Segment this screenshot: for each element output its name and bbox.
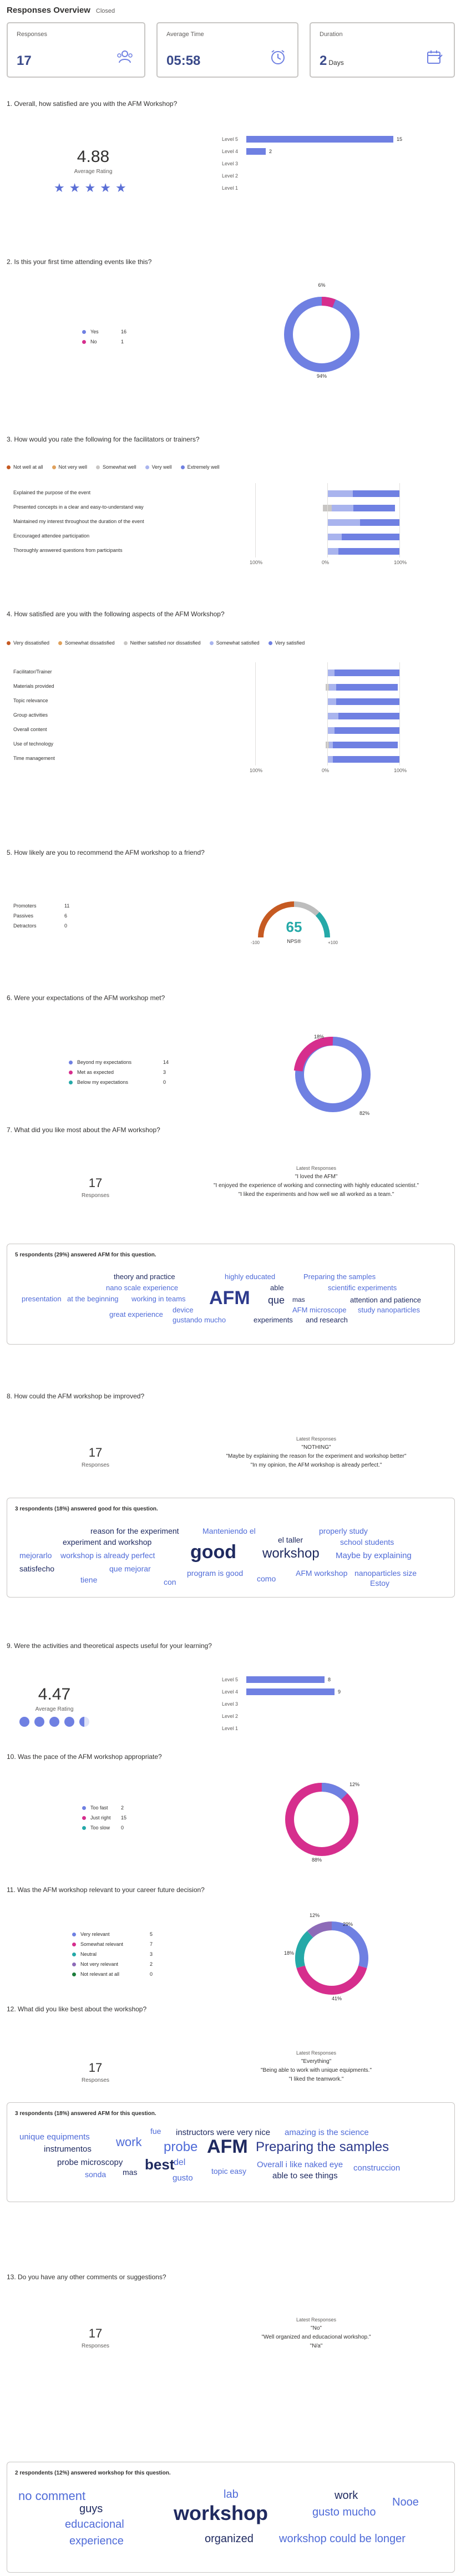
level-bar (246, 1676, 325, 1683)
word: great experience (109, 1310, 163, 1319)
duration-unit: Days (328, 59, 344, 67)
q5-legend-promoters: Promoters 11 (13, 903, 70, 909)
legend-item: Not well at all (7, 464, 43, 470)
q13-responses-label: Responses (81, 2343, 110, 2349)
word: guys (79, 2503, 103, 2515)
legend-item: Not very well (52, 464, 88, 470)
level-row (222, 1725, 250, 1732)
legend-item: Extremely well (181, 464, 220, 470)
word: satisfecho (19, 1564, 55, 1573)
question-1-title: 1. Overall, how satisfied are you with the AFM Workshop? (7, 100, 178, 108)
question-12-title: 12. What did you like best about the workshop? (7, 2005, 147, 2013)
q1-star-rating (54, 182, 126, 194)
likert-segment (327, 713, 338, 719)
level-row (222, 1701, 250, 1707)
level-row (222, 160, 250, 167)
q13-summary: 2 respondents (12%) answered workshop for this question. (15, 2470, 171, 2476)
average-time-card (156, 22, 298, 78)
word: workshop is already perfect (60, 1551, 155, 1560)
likert-segment (353, 490, 400, 497)
q10-pct-fast: 12% (349, 1782, 360, 1787)
word: able (270, 1284, 284, 1292)
q8-latest-label: Latest Responses (296, 1436, 337, 1442)
q8-latest-1: "NOTHING" (301, 1444, 331, 1451)
word: mejorarlo (19, 1551, 52, 1560)
word: at the beginning (67, 1295, 119, 1303)
q6-legend-below: Below my expectations 0 (69, 1079, 128, 1085)
star-icon: ★ (115, 181, 126, 195)
likert-segment (327, 756, 333, 763)
q6-slice-met (298, 1041, 333, 1071)
q5-legend-detractors: Detractors 0 (13, 923, 68, 929)
q7-latest-responses (183, 1164, 449, 1199)
likert-segment (327, 490, 353, 497)
q7-latest-1: "I loved the AFM" (295, 1174, 338, 1180)
q12-responses-label: Responses (81, 2077, 110, 2083)
q8-responses-label: Responses (81, 1462, 110, 1468)
level-row (222, 136, 402, 143)
level-count: 2 (269, 149, 272, 154)
word: construccion (353, 2163, 401, 2173)
word: nano scale experience (106, 1284, 179, 1292)
level-label: Level 3 (222, 161, 239, 166)
likert-segment (327, 548, 338, 555)
likert-segment (342, 534, 399, 540)
q10-legend-right: Just right 15 (82, 1815, 111, 1821)
likert-segment (333, 756, 399, 763)
legend-item: Very dissatisfied (7, 640, 49, 646)
rating-circle (34, 1717, 44, 1727)
legend-item: Somewhat well (96, 464, 136, 470)
likert-row (13, 696, 457, 708)
level-label: Level 1 (222, 185, 239, 191)
word: work (335, 2489, 358, 2502)
axis-gridline (399, 662, 400, 765)
legend-item: Somewhat dissatisfied (58, 640, 115, 646)
likert-statement: Overall content (13, 727, 47, 732)
q11-donut-slice (301, 1967, 363, 1990)
q12-latest-label: Latest Responses (296, 2050, 337, 2056)
axis-label: 0% (322, 560, 330, 565)
q13-latest-responses (183, 2315, 449, 2351)
clock-icon (269, 48, 287, 67)
question-8-title: 8. How could the AFM workshop be improved? (7, 1392, 145, 1400)
q12-word-cloud (7, 2102, 455, 2202)
word: con (164, 1578, 176, 1586)
word: gusto (173, 2173, 193, 2183)
word: AFM workshop (296, 1569, 348, 1578)
page-header (7, 6, 115, 17)
q11-pct-very-relevant: 29% (343, 1921, 353, 1927)
legend-item: Somewhat satisfied (210, 640, 260, 646)
q10-pct-right: 88% (312, 1857, 322, 1863)
level-row (222, 148, 272, 155)
q7-responses-label: Responses (81, 1193, 110, 1199)
level-label: Level 4 (222, 1689, 239, 1695)
q9-average-rating: 4.47 (38, 1685, 71, 1703)
star-icon: ★ (100, 181, 111, 195)
likert-segment (327, 698, 336, 705)
axis-label: 0% (322, 768, 330, 773)
q5-gauge-max: +100 (327, 940, 338, 945)
people-icon (115, 48, 134, 67)
responses-card-label: Responses (17, 31, 48, 38)
likert-segment (327, 727, 335, 734)
word: topic easy (211, 2167, 247, 2176)
q6-pct-beyond: 82% (359, 1110, 370, 1116)
word: reason for the experiment (90, 1527, 179, 1535)
q13-response-count: 17 (88, 2326, 103, 2340)
axis-label: 100% (394, 560, 407, 565)
q13-latest-3: "N/a" (310, 2343, 323, 2349)
q5-nps-gauge (239, 882, 349, 949)
likert-row (13, 724, 457, 737)
q8-latest-responses (183, 1434, 449, 1470)
likert-segment (335, 670, 399, 676)
level-bar (246, 1688, 335, 1695)
likert-statement: Time management (13, 755, 55, 761)
q5-nps-label: NPS® (287, 939, 301, 944)
question-11-title: 11. Was the AFM workshop relevant to your career future decision? (7, 1886, 205, 1894)
level-label: Level 1 (222, 1726, 239, 1731)
duration-value: 2 Days (320, 53, 344, 68)
likert-statement: Group activities (13, 712, 48, 718)
likert-row (13, 739, 457, 751)
axis-gridline (327, 483, 328, 557)
level-label: Level 5 (222, 1677, 239, 1682)
likert-row (13, 516, 457, 529)
word: amazing is the science (285, 2128, 369, 2137)
question-5-title: 5. How likely are you to recommend the AFM workshop to a friend? (7, 849, 205, 856)
level-label: Level 2 (222, 173, 239, 179)
q8-summary: 3 respondents (18%) answered good for this question. (15, 1506, 158, 1512)
word: good (190, 1541, 237, 1563)
q6-legend-met: Met as expected 3 (69, 1069, 114, 1075)
level-label: Level 5 (222, 136, 239, 142)
likert-row (13, 502, 457, 514)
word: experiment and workshop (63, 1538, 152, 1546)
q12-summary: 3 respondents (18%) answered AFM for this question. (15, 2111, 156, 2117)
q12-latest-1: "Everything" (301, 2058, 332, 2065)
q2-legend-no: No 1 (82, 339, 97, 344)
axis-label: 100% (394, 768, 407, 773)
word: Maybe by explaining (336, 1551, 412, 1560)
q13-latest-label: Latest Responses (296, 2317, 337, 2323)
word: lab (224, 2488, 239, 2501)
question-7-title: 7. What did you like most about the AFM workshop? (7, 1126, 160, 1134)
q3-legend (7, 464, 220, 470)
likert-statement: Explained the purpose of the event (13, 490, 91, 495)
q11-donut-slice (332, 1926, 364, 1967)
word: device (173, 1306, 194, 1314)
word: el taller (278, 1535, 303, 1544)
level-row (222, 185, 250, 191)
responses-card-value: 17 (17, 53, 32, 68)
level-bar (246, 148, 266, 155)
word: sonda (85, 2170, 107, 2179)
likert-row (13, 710, 457, 722)
q7-summary: 5 respondents (29%) answered AFM for this question. (15, 1252, 156, 1258)
axis-gridline (399, 483, 400, 557)
axis-label: 100% (250, 768, 263, 773)
rating-circle (19, 1717, 29, 1727)
star-icon: ★ (69, 181, 80, 195)
likert-segment (333, 742, 398, 748)
likert-row (13, 531, 457, 543)
q2-pct-yes: 94% (316, 373, 327, 379)
word: scientific experiments (328, 1284, 397, 1292)
level-label: Level 3 (222, 1701, 239, 1707)
word: organized (205, 2533, 254, 2545)
likert-row (13, 753, 457, 765)
q7-latest-label: Latest Responses (296, 1165, 337, 1171)
word: gusto mucho (312, 2506, 376, 2518)
word: unique equipments (19, 2132, 90, 2142)
likert-segment (329, 684, 336, 691)
level-row (222, 1688, 341, 1695)
q12-latest-2: "Being able to work with unique equipments." (261, 2067, 372, 2073)
level-bar (246, 136, 393, 143)
q13-word-cloud (7, 2462, 455, 2573)
likert-statement: Topic relevance (13, 698, 48, 703)
axis-gridline (327, 662, 328, 765)
star-icon: ★ (84, 181, 96, 195)
likert-segment (327, 519, 360, 526)
likert-segment (335, 727, 399, 734)
word: highly educated (225, 1272, 276, 1281)
q10-legend-fast: Too fast 2 (82, 1805, 108, 1811)
q9-rating-circles (19, 1716, 91, 1727)
q10-slice-fast (322, 1787, 345, 1797)
q5-gauge-min: -100 (250, 940, 260, 945)
level-label: Level 2 (222, 1713, 239, 1719)
word: workshop could be longer (279, 2533, 406, 2545)
question-6-title: 6. Were your expectations of the AFM workshop met? (7, 994, 165, 1002)
word: workshop (262, 1546, 320, 1561)
q2-pct-no: 6% (318, 282, 326, 288)
word: educacional (65, 2518, 124, 2531)
rating-circle (64, 1717, 74, 1727)
q11-legend-somewhat-relevant: Somewhat relevant 7 (72, 1941, 123, 1947)
word: study nanoparticles (358, 1306, 421, 1314)
q11-donut-slice (310, 1926, 332, 1934)
q6-donut-chart (288, 1027, 377, 1116)
q5-nps-score: 65 (286, 919, 302, 935)
word: experience (69, 2535, 124, 2547)
question-4-title: 4. How satisfied are you with the following aspects of the AFM Workshop? (7, 610, 225, 618)
likert-segment (338, 713, 400, 719)
word: school students (340, 1538, 394, 1546)
q2-slice-yes (288, 301, 355, 368)
q10-donut-chart (277, 1775, 372, 1864)
word: instructors were very nice (176, 2128, 271, 2137)
q8-word-cloud (7, 1498, 455, 1598)
q11-legend-not-relevant: Not relevant at all 0 (72, 1971, 119, 1977)
likert-segment (338, 548, 400, 555)
average-time-label: Average Time (166, 31, 204, 38)
word: attention and patience (350, 1296, 421, 1304)
question-10-title: 10. Was the pace of the AFM workshop appropriate? (7, 1753, 162, 1761)
likert-segment (327, 534, 342, 540)
average-time-value: 05:58 (166, 53, 201, 68)
word: probe microscopy (57, 2158, 123, 2167)
word: AFM (207, 2136, 248, 2157)
word: mas (123, 2168, 138, 2177)
q7-word-cloud (7, 1244, 455, 1345)
word: AFM microscope (292, 1306, 347, 1314)
question-2-title: 2. Is this your first time attending events like this? (7, 258, 152, 266)
word: theory and practice (114, 1272, 175, 1281)
q13-latest-1: "No" (311, 2325, 322, 2331)
responses-card (7, 22, 145, 78)
likert-segment (360, 519, 400, 526)
likert-row (13, 488, 457, 500)
q8-latest-3: "In my opinion, the AFM workshop is already perfect." (250, 1462, 382, 1468)
word: probe (164, 2139, 198, 2154)
q11-pct-somewhat-relevant: 41% (332, 1996, 342, 2001)
word: and research (306, 1316, 348, 1324)
word: nanoparticles size (354, 1569, 417, 1578)
q1-average-label: Average Rating (74, 169, 113, 175)
q5-gauge-passive-arc (294, 904, 317, 914)
q11-legend-neutral: Neutral 3 (72, 1951, 97, 1957)
word: working in teams (131, 1295, 186, 1303)
likert-segment (336, 684, 398, 691)
question-9-title: 9. Were the activities and theoretical aspects useful for your learning? (7, 1642, 212, 1650)
word: fue (150, 2127, 161, 2136)
likert-segment (336, 698, 399, 705)
word: able to see things (272, 2171, 338, 2181)
likert-row (13, 681, 457, 693)
form-status: Closed (95, 8, 115, 14)
q12-response-count: 17 (88, 2061, 103, 2075)
level-count: 8 (328, 1677, 331, 1682)
q2-slice-no (322, 301, 334, 303)
q11-pct-not-very-relevant: 12% (310, 1913, 320, 1918)
question-13-title: 13. Do you have any other comments or suggestions? (7, 2273, 166, 2281)
likert-row (13, 545, 457, 557)
q11-legend-not-very-relevant: Not very relevant 2 (72, 1961, 118, 1967)
level-label: Level 4 (222, 149, 239, 154)
word: best (145, 2156, 175, 2173)
axis-gridline (255, 483, 256, 557)
word: que (268, 1295, 285, 1306)
likert-statement: Use of technology (13, 741, 54, 747)
q6-pct-met: 18% (314, 1034, 325, 1039)
calendar-icon (425, 48, 444, 67)
q11-donut-slice (300, 1934, 310, 1967)
word: Overall i like naked eye (257, 2160, 343, 2169)
question-3-title: 3. How would you rate the following for the facilitators or trainers? (7, 435, 200, 443)
legend-item: Neither satisfied nor dissatisfied (124, 640, 201, 646)
q5-legend-passives: Passives 6 (13, 913, 68, 919)
level-row (222, 1676, 331, 1683)
word: Manteniendo el (202, 1527, 256, 1535)
word: Preparing the samples (303, 1272, 376, 1281)
word: que mejorar (109, 1564, 151, 1573)
level-row (222, 173, 250, 179)
word: instrumentos (44, 2144, 92, 2154)
q11-legend-very-relevant: Very relevant 5 (72, 1931, 110, 1937)
page-title: Responses Overview (7, 6, 90, 15)
word: Preparing the samples (256, 2139, 389, 2154)
likert-segment (327, 670, 335, 676)
q11-pct-neutral: 18% (284, 1950, 295, 1956)
level-count: 9 (338, 1689, 341, 1695)
legend-item: Very well (145, 464, 172, 470)
q5-gauge-promoter-arc (317, 914, 327, 937)
rating-circle-half (79, 1717, 84, 1727)
q2-legend-yes: Yes 16 (82, 329, 99, 334)
likert-statement: Presented concepts in a clear and easy-to-understand way (13, 504, 144, 510)
word: AFM (209, 1287, 250, 1309)
q7-response-count: 17 (88, 1176, 103, 1190)
likert-statement: Encouraged attendee participation (13, 533, 90, 539)
word: presentation (22, 1295, 62, 1303)
likert-statement: Materials provided (13, 683, 54, 689)
q9-average-label: Average Rating (35, 1706, 74, 1712)
likert-segment (332, 505, 353, 511)
word: experiments (254, 1316, 293, 1324)
word: no comment (18, 2489, 86, 2503)
q6-legend-beyond: Beyond my expectations 14 (69, 1059, 131, 1065)
word: workshop (174, 2502, 269, 2524)
likert-row (13, 667, 457, 679)
level-row (222, 1713, 250, 1720)
q4-legend (7, 640, 305, 646)
q8-response-count: 17 (88, 1446, 103, 1459)
q10-slice-right (290, 1787, 354, 1852)
q7-latest-3: "I liked the experiments and how well we all worked as a team." (238, 1191, 394, 1198)
likert-segment (353, 505, 395, 511)
likert-statement: Thoroughly answered questions from participants (13, 547, 123, 553)
word: del (174, 2158, 186, 2167)
duration-label: Duration (320, 31, 343, 38)
q2-donut-chart (277, 279, 366, 379)
q11-donut-chart (276, 1908, 387, 2002)
legend-item: Very satisfied (269, 640, 305, 646)
q10-legend-slow: Too slow 0 (82, 1825, 110, 1830)
word: Nooe (392, 2496, 419, 2508)
word: gustando mucho (173, 1316, 226, 1324)
q13-latest-2: "Well organized and educacional workshop." (261, 2334, 371, 2340)
likert-statement: Maintained my interest throughout the duration of the event (13, 519, 144, 524)
axis-label: 100% (250, 560, 263, 565)
rating-circle (49, 1717, 59, 1727)
word: tiene (80, 1575, 98, 1584)
q1-average-rating: 4.88 (77, 148, 110, 166)
word: properly study (319, 1527, 368, 1535)
word: work (116, 2135, 142, 2149)
word: como (257, 1574, 276, 1583)
q12-latest-3: "I liked the teamwork." (288, 2076, 344, 2082)
star-icon: ★ (54, 181, 65, 195)
duration-card (310, 22, 455, 78)
word: mas (292, 1296, 305, 1304)
level-count: 15 (397, 136, 403, 142)
q12-latest-responses (183, 2048, 449, 2084)
word: program is good (187, 1569, 244, 1578)
q7-latest-2: "I enjoyed the experience of working and connecting with highly educated scientist." (213, 1183, 419, 1189)
likert-statement: Facilitator/Trainer (13, 669, 52, 675)
axis-gridline (255, 662, 256, 765)
q8-latest-2: "Maybe by explaining the reason for the experiment and workshop better" (226, 1453, 407, 1459)
word: Estoy (370, 1579, 390, 1588)
